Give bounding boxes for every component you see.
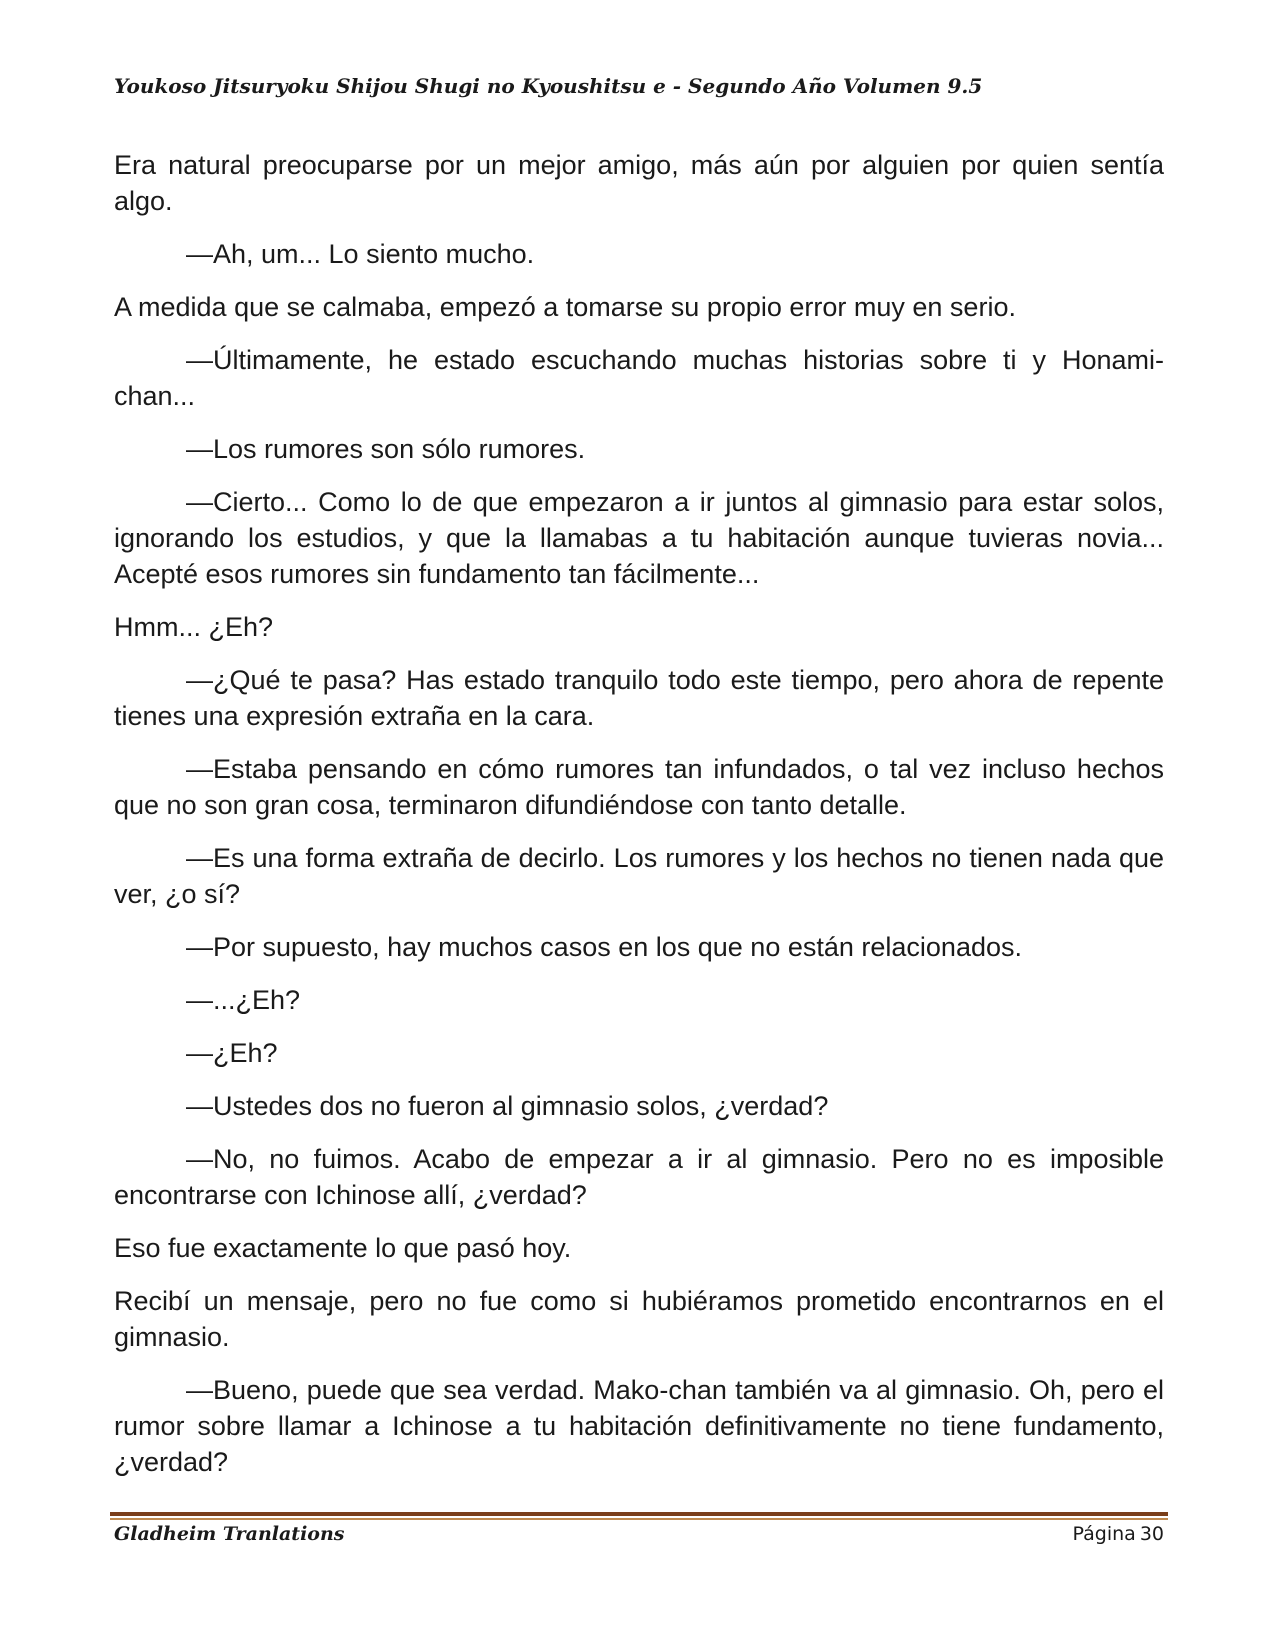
paragraph: —Bueno, puede que sea verdad. Mako-chan también va al gimnasio. Oh, pero el rumor sobre llamar a Ichinose a tu habitación definitivamente no tiene fundamento, ¿verdad?: [114, 1375, 1164, 1477]
paragraph: —No, no fuimos. Acabo de empezar a ir al gimnasio. Pero no es imposible encontrarse con Ichinose allí, ¿verdad?: [114, 1144, 1164, 1210]
paragraph: —Ustedes dos no fueron al gimnasio solos, ¿verdad?: [186, 1091, 829, 1121]
paragraph: Era natural preocuparse por un mejor amigo, más aún por alguien por quien sentía algo.: [114, 150, 1164, 216]
paragraph: —...¿Eh?: [186, 985, 301, 1015]
running-header: Youkoso Jitsuryoku Shijou Shugi no Kyoushitsu e - Segundo Año Volumen 9.5: [114, 74, 983, 98]
page-number-label: [1073, 1523, 1164, 1545]
paragraph: —Ah, um... Lo siento mucho.: [186, 239, 535, 269]
paragraph: —Por supuesto, hay muchos casos en los que no están relacionados.: [186, 932, 1022, 962]
paragraph: —¿Eh?: [186, 1038, 278, 1068]
paragraph: —Es una forma extraña de decirlo. Los rumores y los hechos no tienen nada que ver, ¿o sí?: [114, 843, 1164, 909]
paragraph: Hmm... ¿Eh?: [114, 612, 274, 642]
paragraph: A medida que se calmaba, empezó a tomarse su propio error muy en serio.: [114, 292, 1016, 322]
paragraph: —Estaba pensando en cómo rumores tan infundados, o tal vez incluso hechos que no son gran cosa, terminaron difundiéndose con tanto detalle.: [114, 754, 1164, 820]
paragraph: —Los rumores son sólo rumores.: [186, 434, 586, 464]
paragraph: —¿Qué te pasa? Has estado tranquilo todo este tiempo, pero ahora de repente tienes una expresión extraña en la cara.: [114, 665, 1164, 731]
paragraph: —Cierto... Como lo de que empezaron a ir juntos al gimnasio para estar solos, ignorando los estudios, y que la llamabas a tu habitación aunque tuvieras novia... Acepté esos rumores sin fundamento tan fácilmente...: [114, 487, 1164, 589]
page-label: Página: [1072, 1523, 1136, 1545]
footer-divider: [110, 1512, 1168, 1520]
page-number: 30: [1139, 1523, 1164, 1545]
footer-credit: Gladheim Tranlations: [114, 1523, 345, 1545]
paragraph: Eso fue exactamente lo que pasó hoy.: [114, 1233, 572, 1263]
footer-divider-light: [110, 1518, 1168, 1520]
paragraph: —Últimamente, he estado escuchando muchas historias sobre ti y Honami-chan...: [114, 345, 1164, 411]
paragraph: Recibí un mensaje, pero no fue como si hubiéramos prometido encontrarnos en el gimnasio.: [114, 1286, 1164, 1352]
page-body: [114, 147, 1164, 1497]
